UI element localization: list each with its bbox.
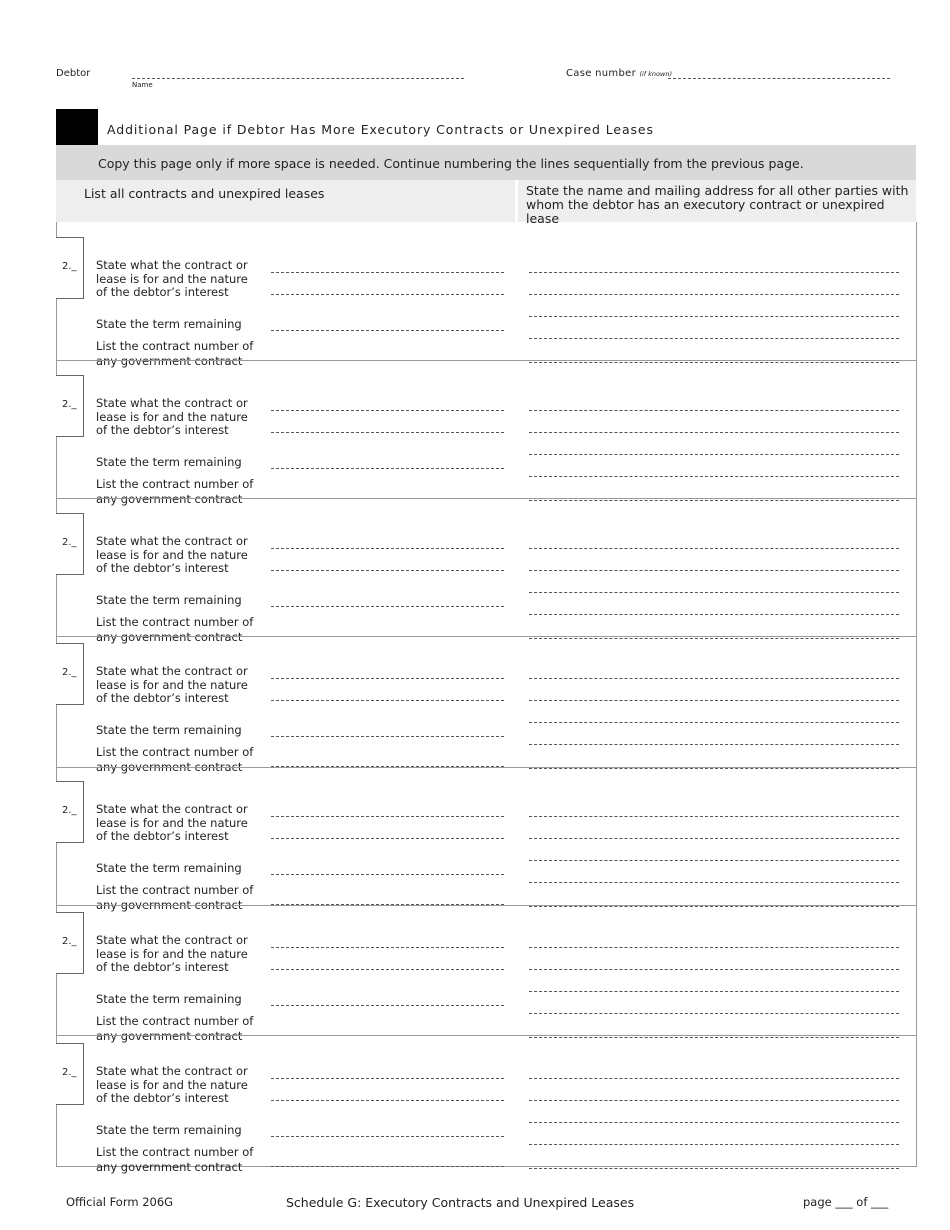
other-party-line-4[interactable] <box>529 1013 899 1014</box>
contract-nature-label: State what the contract or lease is for and the nature of the debtor’s interest <box>96 534 248 575</box>
contract-nature-field-1[interactable] <box>271 678 504 679</box>
term-remaining-field[interactable] <box>271 330 504 331</box>
case-number-field[interactable] <box>668 78 890 79</box>
other-party-line-1[interactable] <box>529 410 899 411</box>
line-number-box[interactable] <box>56 643 84 705</box>
term-remaining-label: State the term remaining <box>96 992 242 1006</box>
line-number-box[interactable] <box>56 237 84 299</box>
contract-nature-label: State what the contract or lease is for and the nature of the debtor’s interest <box>96 802 248 843</box>
entry-separator <box>56 905 916 906</box>
right-column-heading: State the name and mailing address for all other parties with whom the debtor has an executory contract or unexpired lease <box>526 183 909 226</box>
contract-nature-label: State what the contract or lease is for and the nature of the debtor’s interest <box>96 1064 248 1105</box>
contract-nature-field-2[interactable] <box>271 432 504 433</box>
other-party-line-1[interactable] <box>529 1078 899 1079</box>
other-party-line-2[interactable] <box>529 294 899 295</box>
other-party-line-1[interactable] <box>529 548 899 549</box>
line-number: 2._ <box>62 261 77 272</box>
line-number: 2._ <box>62 936 77 947</box>
term-remaining-field[interactable] <box>271 874 504 875</box>
other-party-line-3[interactable] <box>529 722 899 723</box>
other-party-line-2[interactable] <box>529 700 899 701</box>
gov-contract-number-label: List the contract number of any government contract <box>96 1145 254 1174</box>
contract-nature-field-1[interactable] <box>271 272 504 273</box>
other-party-line-1[interactable] <box>529 947 899 948</box>
term-remaining-field[interactable] <box>271 736 504 737</box>
gov-contract-number-label: List the contract number of any government contract <box>96 339 254 368</box>
line-number: 2._ <box>62 537 77 548</box>
other-party-line-4[interactable] <box>529 882 899 883</box>
case-number-label <box>566 68 672 79</box>
entry-separator <box>56 767 916 768</box>
other-party-line-3[interactable] <box>529 454 899 455</box>
other-party-line-5[interactable] <box>529 638 899 639</box>
contract-nature-label: State what the contract or lease is for and the nature of the debtor’s interest <box>96 396 248 437</box>
contract-nature-label: State what the contract or lease is for and the nature of the debtor’s interest <box>96 664 248 705</box>
term-remaining-label: State the term remaining <box>96 317 242 331</box>
case-number-label-text: Case number <box>566 68 636 79</box>
entry-separator <box>56 636 916 637</box>
other-party-line-3[interactable] <box>529 1122 899 1123</box>
entry-separator <box>56 360 916 361</box>
left-column-heading: List all contracts and unexpired leases <box>84 186 325 201</box>
term-remaining-label: State the term remaining <box>96 593 242 607</box>
term-remaining-label: State the term remaining <box>96 861 242 875</box>
debtor-name-field[interactable] <box>132 78 464 79</box>
other-party-line-5[interactable] <box>529 906 899 907</box>
other-party-line-2[interactable] <box>529 969 899 970</box>
footer-form-title: Schedule G: Executory Contracts and Unexpired Leases <box>286 1195 635 1210</box>
line-number-box[interactable] <box>56 912 84 974</box>
contract-nature-field-2[interactable] <box>271 838 504 839</box>
contract-nature-label: State what the contract or lease is for and the nature of the debtor’s interest <box>96 258 248 299</box>
other-party-line-1[interactable] <box>529 678 899 679</box>
other-party-line-4[interactable] <box>529 614 899 615</box>
contract-nature-field-2[interactable] <box>271 294 504 295</box>
term-remaining-label: State the term remaining <box>96 1123 242 1137</box>
case-number-qualifier: (if known) <box>639 70 672 78</box>
line-number: 2._ <box>62 1067 77 1078</box>
gov-contract-number-label: List the contract number of any government contract <box>96 1014 254 1043</box>
term-remaining-field[interactable] <box>271 1136 504 1137</box>
contract-nature-field-2[interactable] <box>271 1100 504 1101</box>
section-title: Additional Page if Debtor Has More Executory Contracts or Unexpired Leases <box>107 122 654 137</box>
line-number-box[interactable] <box>56 513 84 575</box>
contract-nature-field-1[interactable] <box>271 1078 504 1079</box>
gov-contract-number-label: List the contract number of any government contract <box>96 883 254 912</box>
contract-nature-label: State what the contract or lease is for and the nature of the debtor’s interest <box>96 933 248 974</box>
part-marker-block <box>56 109 98 145</box>
gov-contract-number-label: List the contract number of any government contract <box>96 615 254 644</box>
other-party-line-4[interactable] <box>529 338 899 339</box>
other-party-line-2[interactable] <box>529 432 899 433</box>
contract-nature-field-2[interactable] <box>271 969 504 970</box>
other-party-line-5[interactable] <box>529 768 899 769</box>
line-number-box[interactable] <box>56 1043 84 1105</box>
other-party-line-5[interactable] <box>529 1037 899 1038</box>
line-number-box[interactable] <box>56 375 84 437</box>
term-remaining-field[interactable] <box>271 1005 504 1006</box>
term-remaining-field[interactable] <box>271 606 504 607</box>
term-remaining-label: State the term remaining <box>96 723 242 737</box>
term-remaining-field[interactable] <box>271 468 504 469</box>
other-party-line-4[interactable] <box>529 744 899 745</box>
contract-nature-field-1[interactable] <box>271 548 504 549</box>
other-party-line-3[interactable] <box>529 592 899 593</box>
line-number-box[interactable] <box>56 781 84 843</box>
other-party-line-3[interactable] <box>529 316 899 317</box>
gov-contract-number-field[interactable] <box>271 1166 504 1167</box>
entry-separator <box>56 1035 916 1036</box>
other-party-line-5[interactable] <box>529 362 899 363</box>
other-party-line-3[interactable] <box>529 860 899 861</box>
other-party-line-3[interactable] <box>529 991 899 992</box>
other-party-line-5[interactable] <box>529 500 899 501</box>
line-number: 2._ <box>62 399 77 410</box>
other-party-line-2[interactable] <box>529 838 899 839</box>
other-party-line-1[interactable] <box>529 816 899 817</box>
other-party-line-1[interactable] <box>529 272 899 273</box>
contract-nature-field-2[interactable] <box>271 570 504 571</box>
footer-page-number: page ___ of ___ <box>803 1195 889 1209</box>
other-party-line-2[interactable] <box>529 1100 899 1101</box>
term-remaining-label: State the term remaining <box>96 455 242 469</box>
contract-nature-field-2[interactable] <box>271 700 504 701</box>
other-party-line-4[interactable] <box>529 1144 899 1145</box>
line-number: 2._ <box>62 805 77 816</box>
gov-contract-number-label: List the contract number of any government contract <box>96 745 254 774</box>
other-party-line-2[interactable] <box>529 570 899 571</box>
line-number: 2._ <box>62 667 77 678</box>
contract-nature-field-1[interactable] <box>271 816 504 817</box>
other-party-line-5[interactable] <box>529 1168 899 1169</box>
other-party-line-4[interactable] <box>529 476 899 477</box>
footer-form-id: Official Form 206G <box>66 1195 174 1209</box>
entry-separator <box>56 498 916 499</box>
gov-contract-number-label: List the contract number of any government contract <box>96 477 254 506</box>
contract-nature-field-1[interactable] <box>271 947 504 948</box>
instruction-text: Copy this page only if more space is needed. Continue numbering the lines sequentially from the previous page. <box>98 156 804 171</box>
contract-nature-field-1[interactable] <box>271 410 504 411</box>
debtor-label: Debtor <box>56 68 91 79</box>
debtor-name-sublabel: Name <box>132 81 153 89</box>
